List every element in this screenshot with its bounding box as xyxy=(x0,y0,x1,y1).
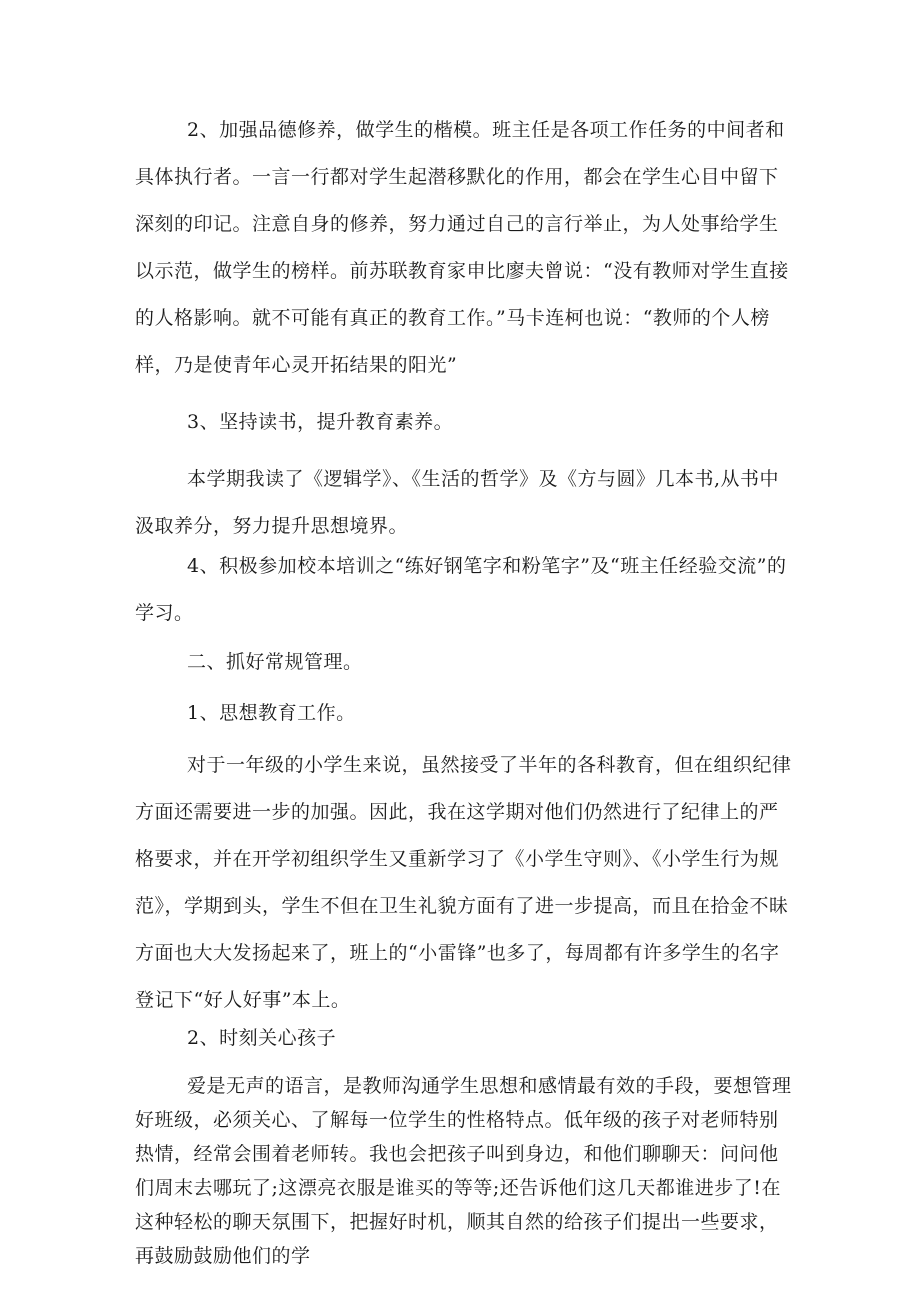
paragraph-character-cultivation: 2、加强品德修养，做学生的楷模。班主任是各项工作任务的中间者和具体执行者。一言一行都对学生起潜移默化的作用，都会在学生心目中留下深刻的印记。注意自身的修养，努力通过自己的言行举止，为人处事给学生以示范，做学生的榜样。前苏联教育家申比廖夫曾说：“没有教师对学生直接的人格影响。就不可能有真正的教育工作。”马卡连柯也说：“教师的个人榜样，乃是使青年心灵开拓结果的阳光” xyxy=(135,119,789,376)
paragraph-school-training: 4、积极参加校本培训之“练好钢笔字和粉笔字”及“班主任经验交流”的学习。 xyxy=(135,555,787,624)
paragraph-caring-heading: 2、时刻关心孩子 xyxy=(187,1027,337,1049)
paragraph-reading-books: 本学期我读了《逻辑学》、《生活的哲学》及《方与圆》几本书,从书中汲取养分，努力提升思想境界。 xyxy=(135,468,780,537)
paragraph-reading-heading: 3、坚持读书，提升教育素养。 xyxy=(187,411,454,433)
paragraph-ideological-education-heading: 1、思想教育工作。 xyxy=(187,702,356,724)
paragraph-caring-children: 爱是无声的语言，是教师沟通学生思想和感情最有效的手段，要想管理好班级，必须关心、了解每一位学生的性格特点。低年级的孩子对老师特别热情，经常会围着老师转。我也会把孩子叫到身边，和他们聊聊天：问问他们周末去哪玩了;这漂亮衣服是谁买的等等;还告诉他们这几天都谁进步了!在这种轻松的聊天氛围下，把握好时机，顺其自然的给孩子们提出一些要求，再鼓励鼓励他们的学 xyxy=(135,1075,792,1267)
paragraph-ideological-education: 对于一年级的小学生来说，虽然接受了半年的各科教育，但在组织纪律方面还需要进一步的加强。因此，我在这学期对他们仍然进行了纪律上的严格要求，并在开学初组织学生又重新学习了《小学生守则》、《小学生行为规范》，学期到头，学生不但在卫生礼貌方面有了进一步提高，而且在拾金不昧方面也大大发扬起来了，班上的“小雷锋”也多了，每周都有许多学生的名字登记下“好人好事”本上。 xyxy=(135,754,792,1011)
section-heading-routine-management: 二、抓好常规管理。 xyxy=(187,651,363,673)
